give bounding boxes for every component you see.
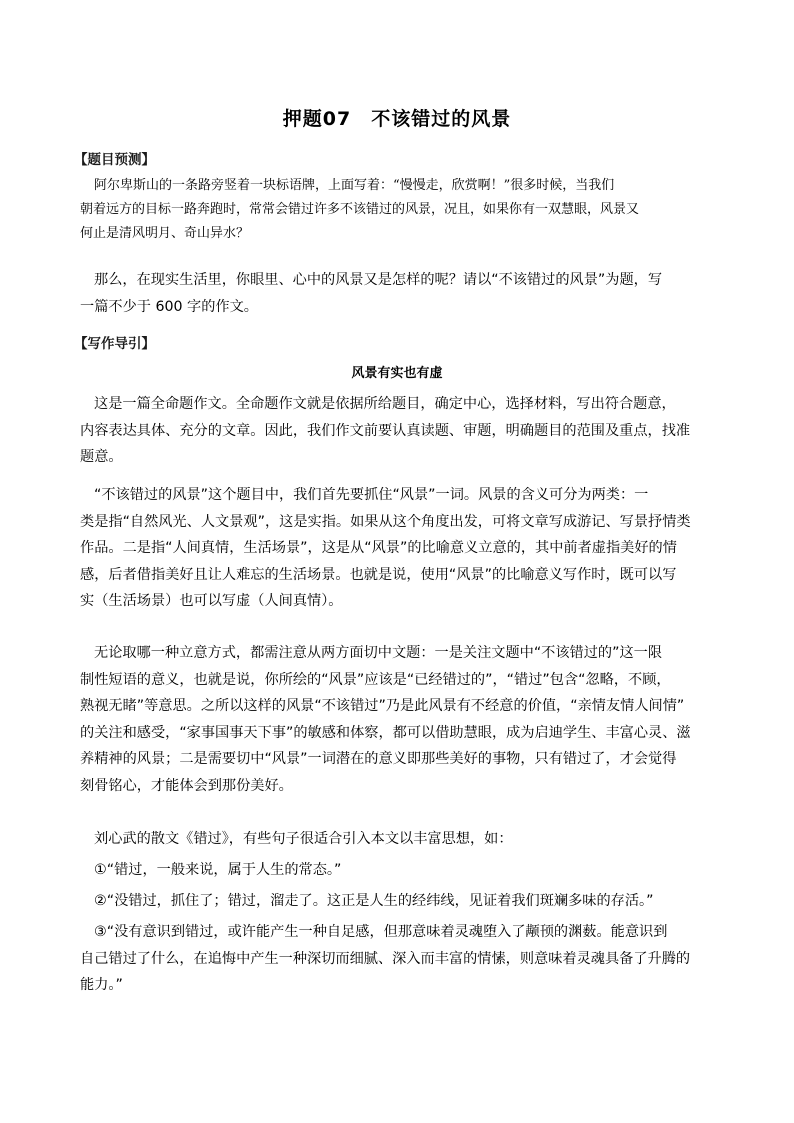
text-line: 制性短语的意义，也就是说，你所绘的“风景”应该是“已经错过的”，“错过”包含“忽略，不顾， — [80, 671, 671, 688]
text-line: 刻骨铭心，才能体会到那份美好。 — [80, 777, 293, 794]
text-line: ①“错过，一般来说，属于人生的常态。” — [94, 862, 342, 878]
document-title: 押题07 不该错过的风景 — [282, 108, 512, 130]
text-line: 作品。二是指“人间真情，生活场景”，这是从“风景”的比喻意义立意的，其中前者虚指美好的情 — [80, 540, 677, 556]
text-line: 内容表达具体、充分的文章。因此，我们作文前要认真读题、审题，明确题目的范围及重点，找准 — [80, 422, 691, 439]
text-line: 何止是清风明月、奇山异水？ — [80, 226, 250, 241]
text-line: 能力。” — [80, 977, 123, 993]
text-line: 的关注和感受，“家事国事天下事”的敏感和体察，都可以借助慧眼，成为启迪学生、丰富心灵、滋 — [80, 724, 691, 741]
text-line: 那么，在现实生活里，你眼里、心中的风景又是怎样的呢？请以“不该错过的风景”为题，写 — [94, 272, 663, 288]
text-line: 题意。 — [80, 449, 123, 465]
section-label-prediction: 【题目预测】 — [74, 152, 155, 168]
text-line: ③“没有意识到错过，或许能产生一种自足感，但那意味着灵魂堕入了颟顸的渊薮。能意识到 — [94, 924, 668, 940]
text-line: 一篇不少于 600 字的作文。 — [80, 298, 258, 315]
text-line: 类是指“自然风光、人文景观”，这是实指。如果从这个角度出发，可将文章写成游记、写景抒情类 — [80, 513, 691, 530]
text-line: 实（生活场景）也可以写虚（人间真情）。 — [80, 593, 343, 609]
text-line: 感，后者借指美好且让人难忘的生活场景。也就是说，使用“风景”的比喻意义写作时，既可以写 — [80, 566, 677, 583]
text-line: 这是一篇全命题作文。全命题作文就是依据所给题目，确定中心，选择材料，写出符合题意， — [94, 396, 676, 412]
text-line: 刘心武的散文《错过》，有些句子很适合引入本文以丰富思想，如： — [94, 831, 513, 847]
task-paragraph — [80, 267, 720, 320]
quote-3 — [80, 919, 720, 999]
prompt-paragraph — [80, 174, 720, 246]
paragraph-3 — [80, 640, 720, 799]
text-line: 自己错过了什么，在追悔中产生一种深切而细腻、深入而丰富的情愫，则意味着灵魂具备了升腾的 — [80, 950, 691, 967]
text-line: 朝着远方的目标一路奔跑时，常常会错过许多不该错过的风景，况且，如果你有一双慧眼，风景又 — [80, 202, 640, 217]
paragraph-1 — [80, 391, 720, 471]
text-line: ②“没错过，抓住了；错过，溜走了。这正是人生的经纬线，见证着我们斑斓多味的存活。” — [94, 893, 654, 909]
text-line: 无论取哪一种立意方式，都需注意从两方面切中文题：一是关注文题中“不该错过的”这一限 — [94, 645, 663, 661]
guide-heading: 风景有实也有虚 — [351, 366, 443, 381]
paragraph-2 — [80, 482, 720, 615]
text-line: “不该错过的风景”这个题目中，我们首先要抓住“风景”一词。风景的含义可分为两类：一 — [94, 487, 649, 503]
text-line: 阿尔卑斯山的一条路旁竖着一块标语牌，上面写着：“慢慢走，欣赏啊！”很多时候，当我们 — [94, 178, 615, 193]
quote-2 — [80, 888, 720, 915]
text-line: 熟视无睹”等意思。之所以这样的风景“不该错过”乃是此风景有不经意的价值，“亲情友情人间情” — [80, 698, 685, 714]
quote-1 — [80, 857, 720, 884]
text-line: 养精神的风景；二是需要切中“风景”一词潜在的意义即那些美好的事物，只有错过了，才会觉得 — [80, 751, 677, 767]
paragraph-4 — [80, 826, 720, 853]
section-label-guide: 【写作导引】 — [74, 336, 155, 352]
